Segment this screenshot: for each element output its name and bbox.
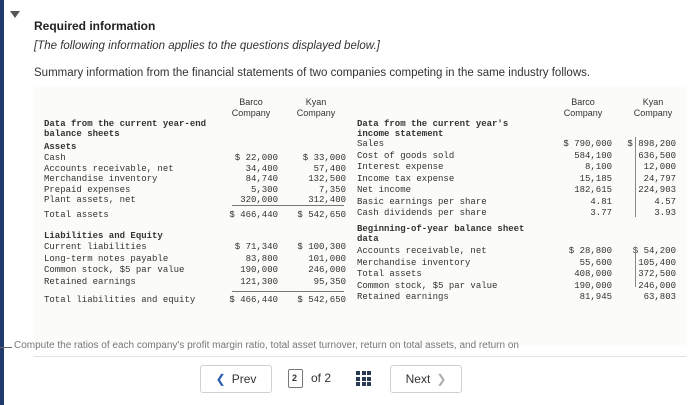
- income-row-kyan-value: 4.57: [654, 196, 676, 207]
- left-col-header-barco: Barco Company: [231, 97, 271, 118]
- page-icon: [288, 369, 303, 388]
- next-label: Next: [405, 372, 431, 386]
- income-row-label: Sales: [357, 139, 385, 149]
- income-row-label: Basic earnings per share: [357, 196, 487, 207]
- asset-row-label: Accounts receivable, net: [44, 163, 174, 174]
- liability-row-barco-value: 83,800: [245, 253, 278, 264]
- financial-data-panel: [34, 87, 686, 345]
- asset-row-label: Cash: [44, 153, 66, 163]
- left-col-header-kyan: Kyan Company: [296, 97, 336, 118]
- liability-row-kyan-value: 101,000: [308, 253, 346, 264]
- liability-row-kyan-value: 246,000: [308, 265, 346, 275]
- liability-row-barco-value: 190,000: [240, 265, 278, 275]
- left-heading-2: balance sheets: [44, 129, 120, 139]
- beginning-row-barco-value: 190,000: [574, 280, 612, 291]
- asset-row-kyan-value: 7,350: [318, 184, 346, 195]
- liability-row-label: Long-term notes payable: [44, 253, 169, 264]
- beginning-row-barco-value: 408,000: [574, 269, 612, 279]
- asset-row-kyan-value: 312,400: [308, 195, 346, 205]
- applies-note: [The following information applies to the questions displayed below.]: [34, 40, 380, 52]
- total-assets-kyan: $ 542,650: [297, 210, 346, 220]
- income-row-barco-value: 584,100: [574, 150, 612, 161]
- income-row-barco-value: 8,100: [584, 162, 612, 172]
- income-row-label: Interest expense: [357, 162, 444, 172]
- beginning-row-label: Merchandise inventory: [357, 257, 471, 268]
- asset-row-label: Merchandise inventory: [44, 174, 158, 184]
- income-row-kyan-value: 636,500: [638, 150, 676, 161]
- grid-menu-icon[interactable]: [356, 371, 371, 386]
- income-row-barco-value: 15,185: [579, 173, 612, 184]
- total-le-label: Total liabilities and equity: [44, 295, 196, 305]
- right-heading-1: Data from the current year's: [357, 119, 509, 129]
- income-row-barco-value: 4.81: [590, 196, 612, 207]
- prev-button[interactable]: [200, 365, 272, 393]
- beginning-row-label: Retained earnings: [357, 292, 449, 302]
- nav-divider: [34, 356, 686, 357]
- beginning-row-label: Common stock, $5 par value: [357, 280, 498, 291]
- right-col-header-kyan: Kyan Company: [633, 97, 673, 118]
- summary-text: Summary information from the financial statements of two companies competing in the same industry follows.: [34, 67, 591, 79]
- kyan-column-rule: [635, 137, 636, 217]
- liability-row-barco-value: $ 71,340: [234, 242, 278, 252]
- income-row-kyan-value: $ 898,200: [627, 139, 676, 149]
- collapse-arrow-icon[interactable]: [10, 11, 20, 18]
- beginning-row-kyan-value: 246,000: [638, 280, 676, 291]
- asset-row-barco-value: 5,300: [250, 184, 278, 195]
- le-subtotal-rule: [232, 291, 344, 292]
- income-row-label: Net income: [357, 185, 412, 195]
- income-row-barco-value: 182,615: [574, 185, 612, 195]
- required-information-title: Required information: [34, 19, 156, 33]
- beginning-row-barco-value: $ 28,800: [568, 246, 612, 256]
- page-indicator[interactable]: [288, 365, 331, 391]
- income-row-label: Cash dividends per share: [357, 208, 487, 218]
- beginning-row-kyan-value: 372,500: [638, 269, 676, 279]
- cutoff-dash: [0, 347, 12, 348]
- beginning-row-label: Accounts receivable, net: [357, 246, 487, 256]
- cutoff-text: Compute the ratios of each company's profit margin ratio, total asset turnover, return on total assets, and return on: [14, 340, 519, 351]
- liability-row-kyan-value: 95,350: [313, 276, 346, 287]
- asset-row-barco-value: 320,000: [240, 195, 278, 205]
- income-row-label: Income tax expense: [357, 173, 455, 184]
- income-row-barco-value: $ 790,000: [563, 139, 612, 149]
- asset-row-kyan-value: 132,500: [308, 174, 346, 184]
- prev-label: Prev: [231, 372, 257, 386]
- liability-row-barco-value: 121,300: [240, 276, 278, 287]
- beginning-row-kyan-value: $ 54,200: [632, 246, 676, 256]
- asset-row-label: Prepaid expenses: [44, 184, 131, 195]
- right-heading-2: income statement: [357, 129, 444, 139]
- liabilities-heading: Liabilities and Equity: [44, 231, 163, 241]
- left-accent-bar: [0, 0, 4, 405]
- liability-row-label: Common stock, $5 par value: [44, 265, 185, 275]
- asset-row-barco-value: 34,400: [245, 163, 278, 174]
- assets-heading: Assets: [44, 142, 77, 152]
- liability-row-label: Retained earnings: [44, 276, 136, 287]
- total-le-barco: $ 466,440: [229, 295, 278, 305]
- income-row-kyan-value: 24,797: [643, 173, 676, 184]
- asset-row-label: Plant assets, net: [44, 195, 136, 205]
- asset-row-kyan-value: 57,400: [313, 163, 346, 174]
- liability-row-kyan-value: $ 100,300: [297, 242, 346, 252]
- asset-row-kyan-value: $ 33,000: [302, 153, 346, 163]
- chevron-left-icon: ❮: [215, 372, 226, 386]
- income-row-kyan-value: 3.93: [654, 208, 676, 218]
- income-row-kyan-value: 224,903: [638, 185, 676, 195]
- total-le-kyan: $ 542,650: [297, 295, 346, 305]
- assets-subtotal-rule: [232, 205, 344, 206]
- income-row-label: Cost of goods sold: [357, 150, 455, 161]
- beginning-row-barco-value: 81,945: [579, 292, 612, 302]
- kyan-begin-rule: [635, 247, 636, 287]
- beginning-row-label: Total assets: [357, 269, 422, 279]
- beginning-heading-1: Beginning-of-year balance sheet: [357, 224, 525, 234]
- page-current: 2: [292, 372, 298, 383]
- page-of-label: of 2: [311, 371, 332, 385]
- chevron-right-icon: ❯: [436, 372, 447, 386]
- cutoff-instruction: [0, 340, 700, 354]
- right-col-header-barco: Barco Company: [563, 97, 603, 118]
- left-heading-1: Data from the current year-end: [44, 119, 207, 129]
- asset-row-barco-value: $ 22,000: [234, 153, 278, 163]
- liability-row-label: Current liabilities: [44, 242, 147, 252]
- income-row-kyan-value: 12,000: [643, 162, 676, 172]
- beginning-row-kyan-value: 63,803: [643, 292, 676, 302]
- income-row-barco-value: 3.77: [590, 208, 612, 218]
- beginning-row-kyan-value: 105,400: [638, 257, 676, 268]
- beginning-row-barco-value: 55,600: [579, 257, 612, 268]
- asset-row-barco-value: 84,740: [245, 174, 278, 184]
- total-assets-barco: $ 466,440: [229, 210, 278, 220]
- next-button[interactable]: [390, 365, 462, 393]
- total-assets-label: Total assets: [44, 210, 109, 220]
- beginning-heading-2: data: [357, 234, 379, 244]
